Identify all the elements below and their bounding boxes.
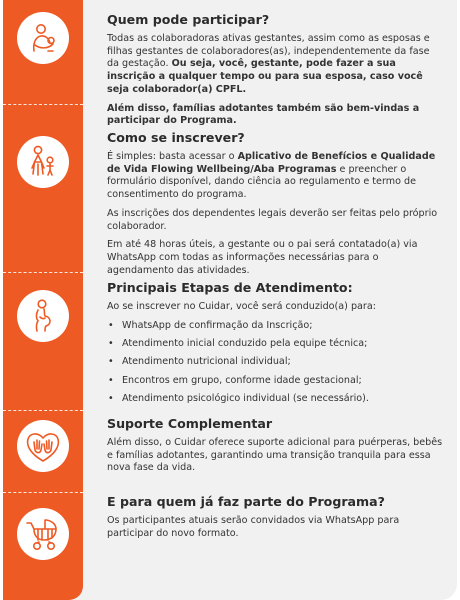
section-title: Quem pode participar?: [107, 12, 270, 27]
section-complementary-support: [107, 416, 443, 481]
section-title: Suporte Complementar: [107, 416, 273, 431]
paragraph: As inscrições dos dependentes legais deverão ser feitas pelo próprio colaborador.: [107, 207, 438, 232]
divider: [3, 492, 83, 493]
list-item: • Encontros em grupo, conforme idade gestacional;: [107, 375, 443, 388]
paragraph: Os participantes atuais serão convidados via WhatsApp para participar do novo formato.: [107, 515, 400, 539]
pregnant-woman-icon: [17, 290, 69, 342]
section-title: E para quem já faz parte do Programa?: [107, 494, 385, 509]
divider: [3, 410, 83, 411]
steps-list: [107, 320, 443, 406]
divider: [3, 104, 83, 105]
list-item: • Atendimento psicológico individual (se necessário).: [107, 393, 443, 406]
paragraph-text: É simples: basta acessar o: [107, 151, 238, 162]
paragraph: [107, 151, 443, 202]
section-existing-participants: [107, 494, 443, 546]
paragraph: [107, 33, 443, 97]
list-item: • Atendimento nutricional individual;: [107, 356, 443, 369]
divider: [3, 272, 83, 273]
section-main-steps: [107, 280, 443, 411]
list-item: • WhatsApp de confirmação da Inscrição;: [107, 320, 443, 333]
hands-heart-icon: [17, 420, 69, 472]
paragraph-bold-text: Ou seja, você, gestante, pode fazer a sua inscrição a qualquer tempo ou para sua esposa, caso você seja colaborador(a) CPFL.: [107, 58, 423, 95]
paragraph-bold: Além disso, famílias adotantes também são bem-vindas a participar do Programa.: [107, 102, 420, 127]
orange-sidebar: [3, 0, 83, 600]
section-how-to-register: [107, 130, 443, 283]
paragraph: Além disso, o Cuidar oferece suporte adicional para puérperas, bebês e famílias adotantes, garantindo uma transição tranquila para essa nova fase da vida.: [107, 437, 443, 474]
paragraph: Ao se inscrever no Cuidar, você será conduzido(a) para:: [107, 301, 376, 312]
parent-child-icon: [17, 136, 69, 188]
section-who-can-participate: [107, 12, 443, 134]
paragraph: Em até 48 horas úteis, a gestante ou o pai será contatado(a) via WhatsApp com todas as informações necessárias para o agendamento das atividades.: [107, 239, 418, 276]
list-item: • Atendimento inicial conduzido pela equipe técnica;: [107, 338, 443, 351]
section-title: Como se inscrever?: [107, 130, 245, 145]
app-name-text: Aplicativo de Benefícios e Qualidade de Vida Flowing Wellbeing/Aba Programas: [107, 151, 436, 175]
paragraph-text: e preencher o formulário disponível, dando ciência ao regulamento e termo de consentimento do programa.: [107, 163, 416, 201]
mother-baby-icon: [17, 12, 69, 64]
section-title: Principais Etapas de Atendimento:: [107, 280, 353, 295]
info-card: [3, 0, 457, 600]
baby-stroller-icon: [17, 508, 69, 560]
paragraph-text: Todas as colaboradoras ativas gestantes, assim como as esposas e filhas gestantes de colaboradores(as), independentemente da fase da gestação.: [107, 33, 430, 70]
